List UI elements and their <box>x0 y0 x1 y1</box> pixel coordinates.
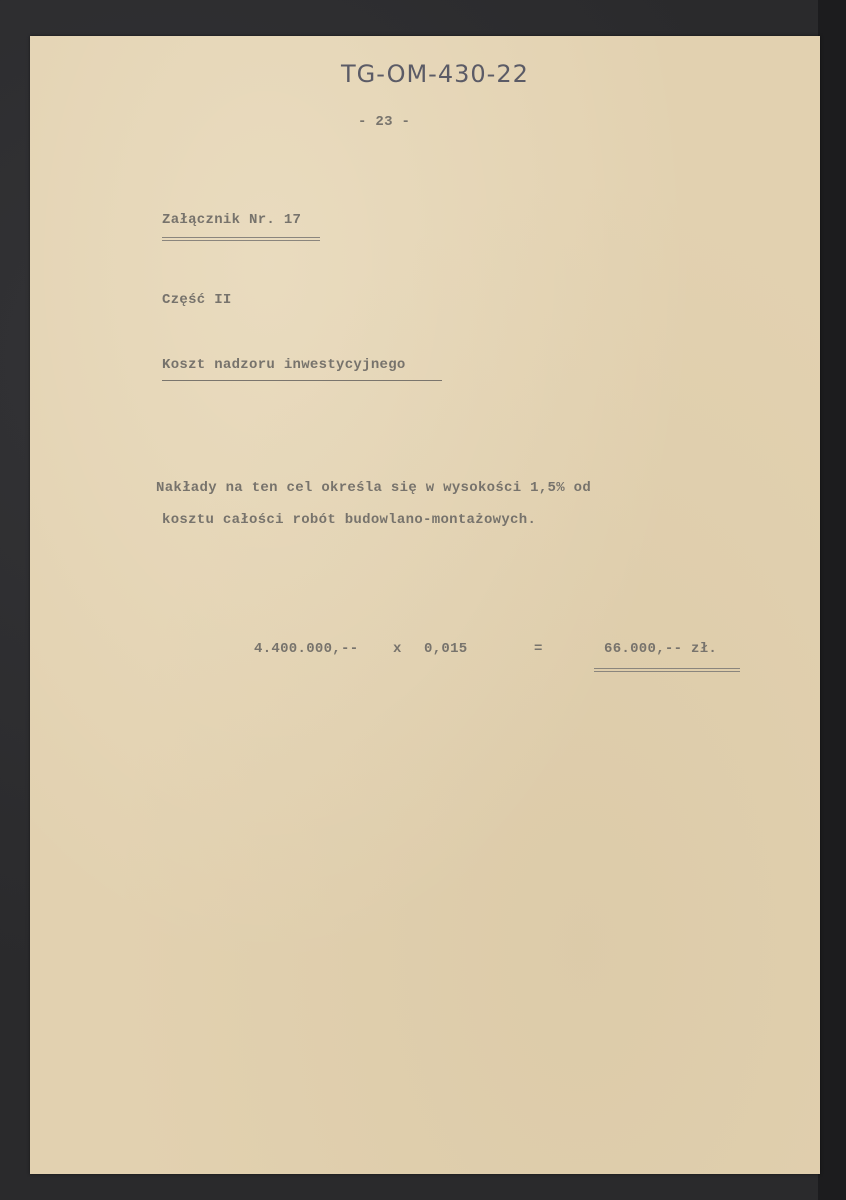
body-line-2: kosztu całości robót budowlano-montażowych. <box>162 512 537 528</box>
right-edge-strip <box>818 0 846 1200</box>
document-page <box>30 36 820 1174</box>
calc-base-amount: 4.400.000,-- <box>254 641 359 657</box>
calc-operator: x <box>393 641 402 657</box>
attachment-title-double-underline <box>162 237 320 241</box>
calc-equals: = <box>534 641 543 657</box>
section-heading: Koszt nadzoru inwestycyjnego <box>162 357 406 373</box>
calc-result-double-underline <box>594 668 740 672</box>
page-number: - 23 - <box>358 114 411 130</box>
handwritten-reference: TG-OM-430-22 <box>341 60 529 88</box>
body-line-1: Nakłady na ten cel określa się w wysokości 1,5% od <box>156 480 592 496</box>
part-label: Część II <box>162 292 232 308</box>
calc-result: 66.000,-- zł. <box>604 641 718 657</box>
calc-rate: 0,015 <box>424 641 468 657</box>
section-heading-underline <box>162 380 442 381</box>
attachment-title: Załącznik Nr. 17 <box>162 212 302 228</box>
